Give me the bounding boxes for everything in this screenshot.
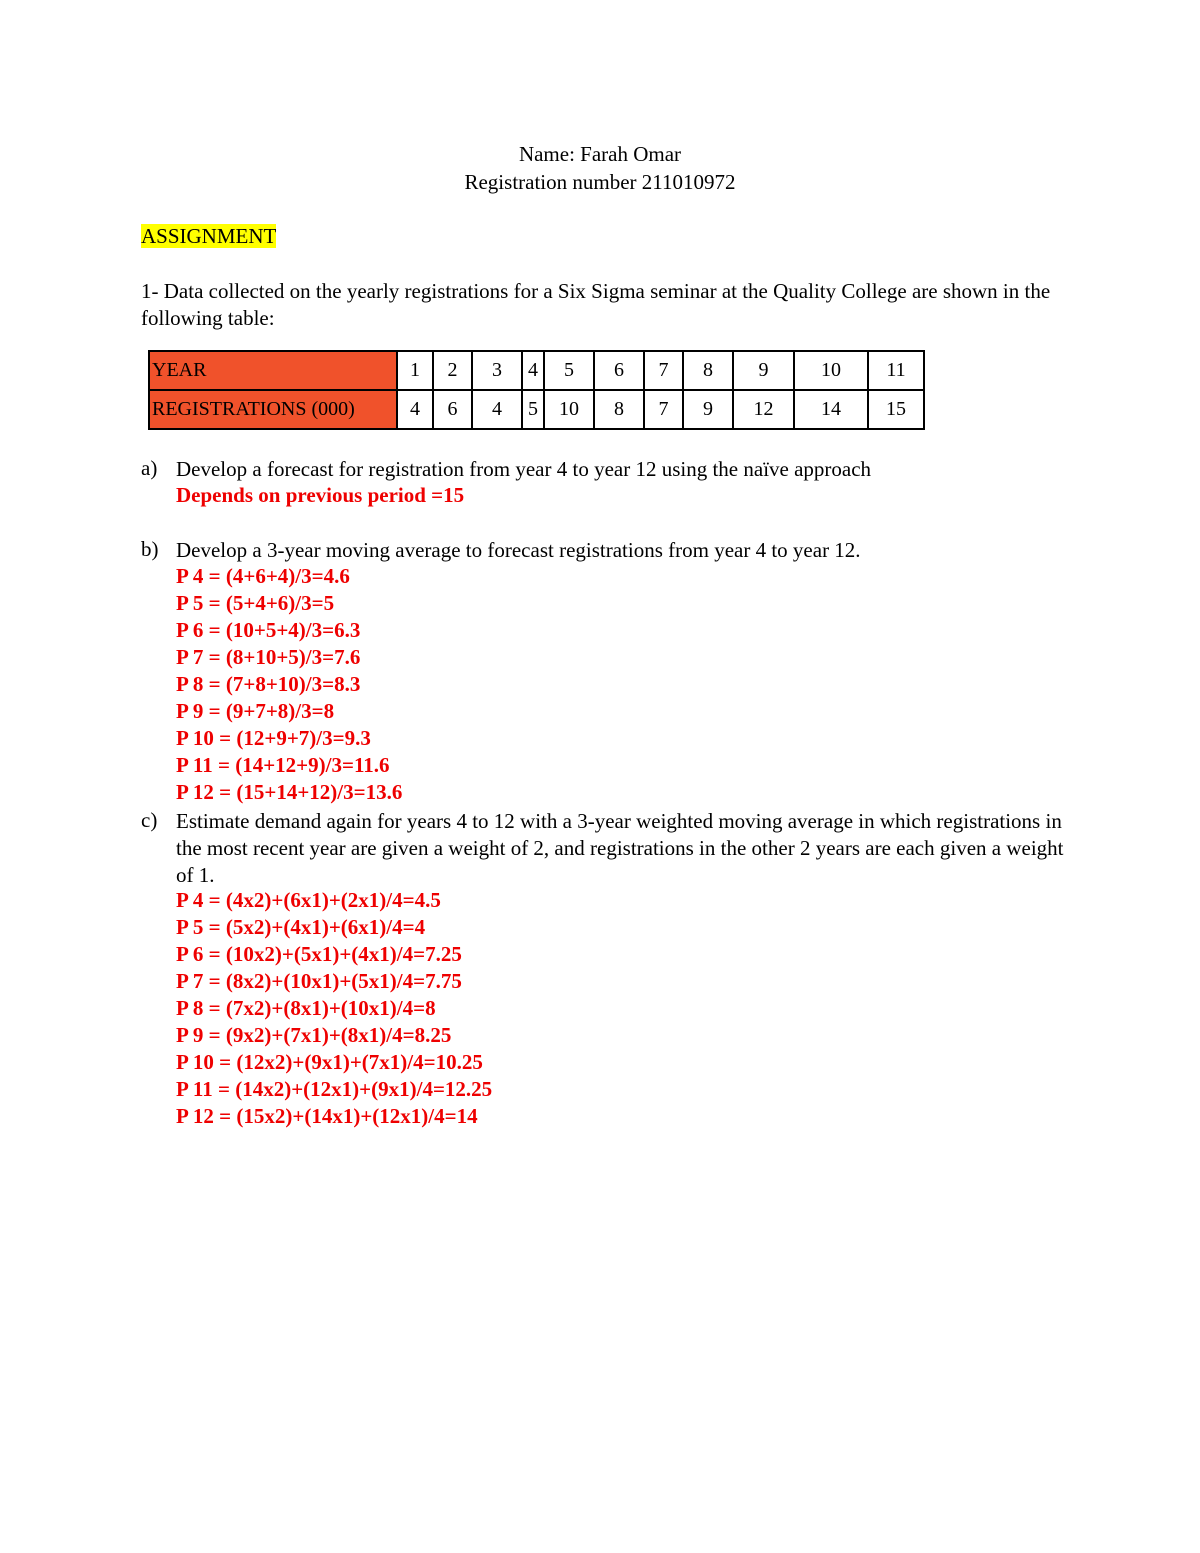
table-cell: 2 [433, 351, 472, 390]
assignment-heading [141, 224, 276, 249]
part-c-answer-line: P 9 = (9x2)+(7x1)+(8x1)/4=8.25 [176, 1023, 452, 1047]
registrations-table [148, 350, 925, 430]
table-cell: 8 [683, 351, 733, 390]
table-cell: 10 [544, 390, 594, 429]
registration-number: Registration number 211010972 [464, 170, 736, 194]
table-cell: 6 [433, 390, 472, 429]
table-cell: 12 [733, 390, 794, 429]
part-b-answer-line: P 6 = (10+5+4)/3=6.3 [176, 618, 361, 642]
part-c-answer-line: P 11 = (14x2)+(12x1)+(9x1)/4=12.25 [176, 1077, 493, 1101]
table-cell: 5 [522, 390, 544, 429]
table-cell: 4 [397, 390, 433, 429]
part-b-answer-line: P 7 = (8+10+5)/3=7.6 [176, 645, 361, 669]
year-header-cell: YEAR [149, 351, 397, 390]
table-cell: 11 [868, 351, 924, 390]
part-c-answer-line: P 4 = (4x2)+(6x1)+(2x1)/4=4.5 [176, 888, 441, 912]
table-cell: 10 [794, 351, 868, 390]
table-cell: 4 [522, 351, 544, 390]
table-cell: 4 [472, 390, 522, 429]
table-cell: 5 [544, 351, 594, 390]
table-row-registrations [149, 390, 924, 429]
table-cell: 6 [594, 351, 644, 390]
part-b-answer-line: P 11 = (14+12+9)/3=11.6 [176, 753, 390, 777]
part-b-letter: b) [141, 537, 159, 561]
assignment-label: ASSIGNMENT [141, 224, 277, 248]
table-cell: 7 [644, 390, 683, 429]
part-a-letter: a) [141, 456, 158, 480]
registrations-header-cell: REGISTRATIONS (000) [149, 390, 397, 429]
table-cell: 9 [733, 351, 794, 390]
part-c-answer-line: P 5 = (5x2)+(4x1)+(6x1)/4=4 [176, 915, 426, 939]
part-b-question: Develop a 3-year moving average to forecast registrations from year 4 to year 12. [176, 538, 861, 562]
part-b-answer-line: P 8 = (7+8+10)/3=8.3 [176, 672, 361, 696]
part-c-answer-line: P 10 = (12x2)+(9x1)+(7x1)/4=10.25 [176, 1050, 483, 1074]
question-1-text: 1- Data collected on the yearly registrations for a Six Sigma seminar at the Quality College are shown in the following table: [141, 279, 1051, 330]
student-name: Name: Farah Omar [518, 142, 682, 166]
part-c-answer-line: P 7 = (8x2)+(10x1)+(5x1)/4=7.75 [176, 969, 462, 993]
part-b-answer-line: P 5 = (5+4+6)/3=5 [176, 591, 335, 615]
table-cell: 1 [397, 351, 433, 390]
table-cell: 3 [472, 351, 522, 390]
part-c-letter: c) [141, 808, 158, 832]
part-b-answer-line: P 10 = (12+9+7)/3=9.3 [176, 726, 371, 750]
part-a-answer: Depends on previous period =15 [176, 483, 465, 507]
part-b-answer-line: P 4 = (4+6+4)/3=4.6 [176, 564, 350, 588]
part-a-question: Develop a forecast for registration from year 4 to year 12 using the naïve approach [176, 457, 872, 481]
table-cell: 8 [594, 390, 644, 429]
table-cell: 7 [644, 351, 683, 390]
part-c-question: Estimate demand again for years 4 to 12 with a 3-year weighted moving average in which registrations in the most recent year are given a weight of 2, and registrations in the other 2 years are each given a weight of 1. [176, 809, 1064, 887]
part-c-answer-line: P 8 = (7x2)+(8x1)+(10x1)/4=8 [176, 996, 436, 1020]
table-cell: 9 [683, 390, 733, 429]
part-c-answer-line: P 12 = (15x2)+(14x1)+(12x1)/4=14 [176, 1104, 478, 1128]
part-b-answer-line: P 9 = (9+7+8)/3=8 [176, 699, 335, 723]
table-cell: 14 [794, 390, 868, 429]
table-cell: 15 [868, 390, 924, 429]
table-row-year [149, 351, 924, 390]
part-b-answer-line: P 12 = (15+14+12)/3=13.6 [176, 780, 403, 804]
part-c-answer-line: P 6 = (10x2)+(5x1)+(4x1)/4=7.25 [176, 942, 462, 966]
